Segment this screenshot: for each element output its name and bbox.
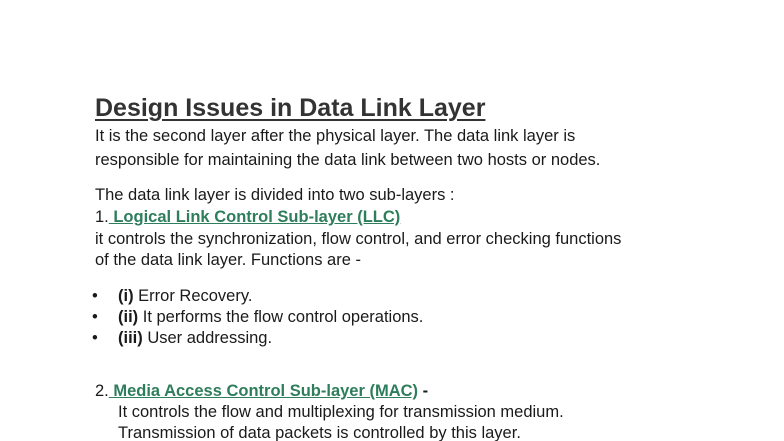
mac-desc-line-2: Transmission of data packets is controlled by this layer. bbox=[118, 424, 521, 441]
llc-heading bbox=[95, 206, 400, 228]
mac-dash: - bbox=[418, 382, 429, 400]
bullet-icon: • bbox=[92, 287, 98, 305]
page-title: Design Issues in Data Link Layer bbox=[95, 94, 486, 122]
list-item bbox=[92, 307, 423, 328]
function-number: (ii) bbox=[118, 308, 139, 326]
function-number: (iii) bbox=[118, 329, 143, 347]
mac-number: 2. bbox=[95, 382, 109, 400]
intro-line-1: It is the second layer after the physical layer. The data link layer is bbox=[95, 127, 576, 145]
list-item bbox=[92, 286, 252, 307]
llc-number: 1. bbox=[95, 208, 109, 226]
mac-desc-line-1: It controls the flow and multiplexing for transmission medium. bbox=[118, 403, 564, 421]
sublayers-intro: The data link layer is divided into two sub-layers : bbox=[95, 186, 455, 204]
bullet-icon: • bbox=[92, 329, 98, 347]
llc-desc-line-1: it controls the synchronization, flow control, and error checking functions bbox=[95, 230, 622, 248]
mac-heading bbox=[95, 380, 428, 402]
list-item bbox=[92, 328, 272, 349]
llc-desc-line-2: of the data link layer. Functions are - bbox=[95, 251, 361, 269]
intro-line-2: responsible for maintaining the data link between two hosts or nodes. bbox=[95, 151, 601, 169]
bullet-icon: • bbox=[92, 308, 98, 326]
function-text: Error Recovery. bbox=[133, 287, 253, 305]
llc-link[interactable]: Logical Link Control Sub-layer (LLC) bbox=[108, 208, 401, 226]
mac-link[interactable]: Media Access Control Sub-layer (MAC) bbox=[108, 382, 419, 400]
function-text: User addressing. bbox=[142, 329, 273, 347]
function-number: (i) bbox=[118, 287, 134, 305]
function-text: It performs the flow control operations. bbox=[138, 308, 424, 326]
